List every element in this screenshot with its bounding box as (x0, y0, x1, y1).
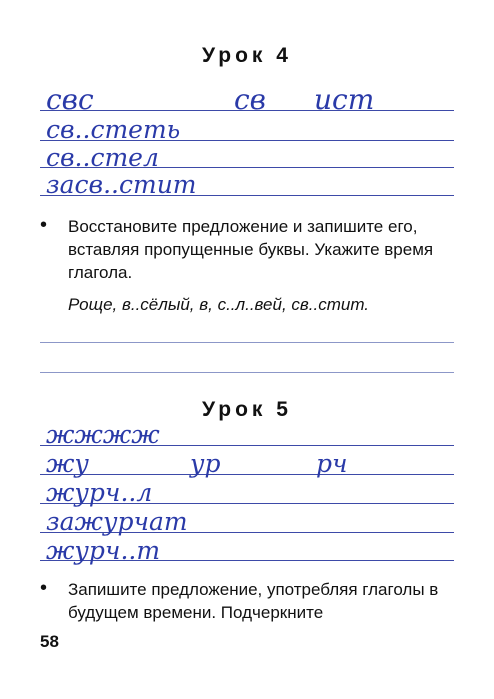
writing-line (40, 474, 454, 475)
task-instruction: Запишите предложение, употребляя глаголы в будущем времени. Подчеркните (68, 580, 439, 622)
handwriting-word: журч..л (46, 478, 153, 507)
handwriting-syllable: рч (316, 449, 348, 478)
answer-line (40, 342, 454, 343)
handwriting-syllable: жу (46, 449, 89, 478)
bullet-icon: • (40, 214, 48, 236)
handwriting-word: св..стеть (46, 115, 181, 144)
handwriting-cursive-letters: св (234, 83, 266, 116)
answer-line (40, 372, 454, 373)
task-example-sentence: Роще, в..сёлый, в, с..л..вей, св..стит. (68, 295, 370, 314)
handwriting-cursive-letters: жжжж (46, 420, 160, 449)
handwriting-syllable: ур (190, 449, 221, 478)
task-instruction: Восстановите предложение и запишите его, вставляя пропущенные буквы. Укажите время глагола. (68, 217, 434, 282)
handwriting-word: журч..т (46, 536, 161, 565)
handwriting-cursive-letters: ист (314, 83, 375, 116)
handwriting-word: св..стел (46, 143, 159, 172)
lesson-5-title: Урок 5 (202, 398, 292, 421)
handwriting-word: зажурчат (46, 507, 188, 536)
page-number: 58 (40, 632, 59, 651)
lesson-4-title: Урок 4 (202, 44, 292, 67)
handwriting-cursive-letters: свс (46, 83, 94, 116)
handwriting-word: засв..стит (46, 170, 197, 199)
bullet-icon: • (40, 577, 48, 599)
task-block (40, 215, 470, 316)
task-block (40, 578, 470, 624)
